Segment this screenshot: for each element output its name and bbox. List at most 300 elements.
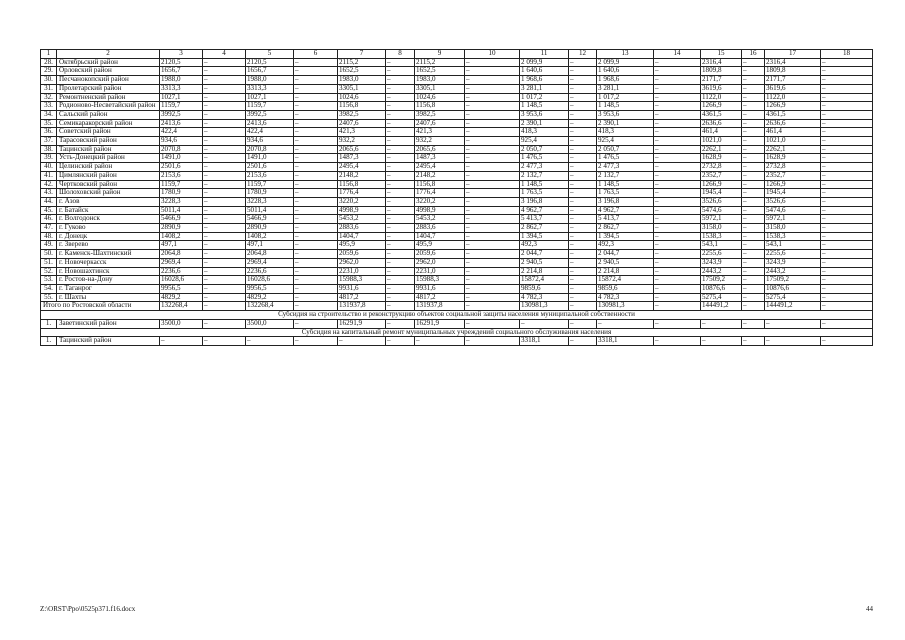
amount-cell: – xyxy=(569,84,597,93)
amount-cell: – xyxy=(386,154,415,163)
amount-cell: – xyxy=(569,171,597,180)
amount-cell: 2262,1 xyxy=(701,145,742,154)
amount-cell: – xyxy=(821,232,873,241)
district-name: Тацинский район xyxy=(57,145,160,154)
amount-cell: 492,3 xyxy=(597,241,654,250)
amount-cell: – xyxy=(569,267,597,276)
amount-cell: – xyxy=(569,119,597,128)
amount-cell: – xyxy=(465,267,520,276)
amount-cell: 2236,6 xyxy=(246,267,294,276)
amount-cell: 1159,7 xyxy=(246,180,294,189)
amount-cell: – xyxy=(465,250,520,259)
amount-cell: 3318,1 xyxy=(520,337,569,346)
amount-cell: – xyxy=(386,267,415,276)
row-number: 1. xyxy=(41,319,57,328)
total-amount-cell: 132268,4 xyxy=(246,302,294,311)
amount-cell: – xyxy=(203,267,246,276)
column-number: 6 xyxy=(294,50,338,59)
total-amount-cell: – xyxy=(203,302,246,311)
amount-cell: – xyxy=(203,102,246,111)
table-row xyxy=(41,206,873,215)
amount-cell: – xyxy=(569,76,597,85)
amount-cell: – xyxy=(821,284,873,293)
amount-cell: 3992,5 xyxy=(160,110,203,119)
amount-cell: – xyxy=(821,93,873,102)
amount-cell: – xyxy=(203,189,246,198)
row-number: 47. xyxy=(41,224,57,233)
section-title-construction: Субсидия на строительство и реконструкцию объектов социальной защиты населения муниципальной собственности xyxy=(41,311,873,320)
amount-cell: – xyxy=(465,319,520,328)
amount-cell: 3 953,6 xyxy=(520,110,569,119)
amount-cell: 3158,0 xyxy=(701,224,742,233)
amount-cell: – xyxy=(465,154,520,163)
amount-cell: – xyxy=(569,206,597,215)
amount-cell: 3526,6 xyxy=(701,197,742,206)
amount-cell: – xyxy=(742,241,765,250)
amount-cell: 2120,5 xyxy=(160,58,203,67)
amount-cell: 2 214,8 xyxy=(597,267,654,276)
table-row xyxy=(41,189,873,198)
amount-cell: 3318,1 xyxy=(597,337,654,346)
district-name: Родионово-Несветайский район xyxy=(57,102,160,111)
amount-cell: – xyxy=(203,137,246,146)
amount-cell: 1 640,6 xyxy=(520,67,569,76)
amount-cell: – xyxy=(654,154,701,163)
amount-cell: – xyxy=(821,171,873,180)
amount-cell: – xyxy=(569,197,597,206)
amount-cell: 2890,9 xyxy=(246,224,294,233)
amount-cell: – xyxy=(203,110,246,119)
amount-cell: 461,4 xyxy=(701,128,742,137)
amount-cell: 9931,6 xyxy=(338,284,386,293)
amount-cell: – xyxy=(203,206,246,215)
amount-cell: 1809,8 xyxy=(701,67,742,76)
amount-cell: – xyxy=(465,232,520,241)
table-row xyxy=(41,102,873,111)
table-row xyxy=(41,293,873,302)
amount-cell: – xyxy=(294,102,338,111)
table-row xyxy=(41,154,873,163)
column-number: 16 xyxy=(742,50,765,59)
amount-cell: – xyxy=(742,76,765,85)
district-name: Семикаракорский район xyxy=(57,119,160,128)
amount-cell: 1024,6 xyxy=(338,93,386,102)
amount-cell: – xyxy=(742,163,765,172)
amount-cell: – xyxy=(294,337,338,346)
amount-cell: – xyxy=(821,267,873,276)
amount-cell: – xyxy=(821,337,873,346)
amount-cell: 2883,6 xyxy=(415,224,465,233)
amount-cell: – xyxy=(465,58,520,67)
amount-cell: 5453,2 xyxy=(338,215,386,224)
amount-cell: 2 214,8 xyxy=(520,267,569,276)
amount-cell: 2153,6 xyxy=(246,171,294,180)
amount-cell: 497,1 xyxy=(160,241,203,250)
amount-cell: 3500,0 xyxy=(160,319,203,328)
amount-cell: 2316,4 xyxy=(701,58,742,67)
row-number: 40. xyxy=(41,163,57,172)
amount-cell: 3243,9 xyxy=(765,258,821,267)
amount-cell: 4817,2 xyxy=(415,293,465,302)
amount-cell: – xyxy=(654,267,701,276)
row-number: 42. xyxy=(41,180,57,189)
amount-cell: 2 390,1 xyxy=(597,119,654,128)
amount-cell: – xyxy=(386,241,415,250)
amount-cell: 492,3 xyxy=(520,241,569,250)
amount-cell: 3619,6 xyxy=(701,84,742,93)
amount-cell: 5011,4 xyxy=(246,206,294,215)
amount-cell: 1538,3 xyxy=(765,232,821,241)
amount-cell: – xyxy=(821,163,873,172)
amount-cell: 4361,5 xyxy=(765,110,821,119)
amount-cell: 1988,0 xyxy=(246,76,294,85)
amount-cell: – xyxy=(203,215,246,224)
amount-cell: – xyxy=(386,102,415,111)
amount-cell: – xyxy=(569,58,597,67)
amount-cell: 15988,3 xyxy=(415,276,465,285)
amount-cell: 9956,5 xyxy=(246,284,294,293)
amount-cell: – xyxy=(821,319,873,328)
amount-cell: 3305,1 xyxy=(415,84,465,93)
amount-cell: – xyxy=(742,337,765,346)
table-row xyxy=(41,67,873,76)
amount-cell: – xyxy=(386,250,415,259)
amount-cell: 934,6 xyxy=(246,137,294,146)
amount-cell: 1 476,5 xyxy=(520,154,569,163)
amount-cell: – xyxy=(465,180,520,189)
amount-cell: – xyxy=(569,319,597,328)
amount-cell: – xyxy=(203,258,246,267)
amount-cell: – xyxy=(294,241,338,250)
amount-cell: – xyxy=(742,276,765,285)
amount-cell: – xyxy=(203,284,246,293)
amount-cell: – xyxy=(386,197,415,206)
amount-cell: – xyxy=(742,93,765,102)
amount-cell: 2969,4 xyxy=(160,258,203,267)
amount-cell: 16291,9 xyxy=(338,319,386,328)
amount-cell: 497,1 xyxy=(246,241,294,250)
table-row xyxy=(41,276,873,285)
amount-cell: – xyxy=(654,110,701,119)
amount-cell: 3220,2 xyxy=(338,197,386,206)
amount-cell: – xyxy=(294,319,338,328)
amount-cell: 17509,2 xyxy=(765,276,821,285)
amount-cell: – xyxy=(294,58,338,67)
table-row xyxy=(41,250,873,259)
amount-cell: – xyxy=(203,180,246,189)
amount-cell: – xyxy=(821,128,873,137)
column-number: 8 xyxy=(386,50,415,59)
amount-cell: – xyxy=(821,76,873,85)
amount-cell: 5466,9 xyxy=(246,215,294,224)
amount-cell: – xyxy=(742,137,765,146)
amount-cell: – xyxy=(742,58,765,67)
amount-cell: 2148,2 xyxy=(338,171,386,180)
amount-cell: – xyxy=(821,67,873,76)
row-number: 30. xyxy=(41,76,57,85)
amount-cell: 1408,2 xyxy=(246,232,294,241)
amount-cell: 2501,6 xyxy=(246,163,294,172)
amount-cell: – xyxy=(203,76,246,85)
amount-cell: 1027,1 xyxy=(246,93,294,102)
amount-cell: 1780,9 xyxy=(246,189,294,198)
amount-cell: 1 017,2 xyxy=(597,93,654,102)
amount-cell: 2 390,1 xyxy=(520,119,569,128)
amount-cell: – xyxy=(569,293,597,302)
amount-cell: – xyxy=(654,58,701,67)
total-amount-cell: 131937,8 xyxy=(415,302,465,311)
row-number: 29. xyxy=(41,67,57,76)
amount-cell: – xyxy=(386,110,415,119)
amount-cell: – xyxy=(465,258,520,267)
row-number: 51. xyxy=(41,258,57,267)
amount-cell: 1159,7 xyxy=(160,102,203,111)
amount-cell: 15872,4 xyxy=(520,276,569,285)
amount-cell: 3313,3 xyxy=(246,84,294,93)
amount-cell: – xyxy=(386,206,415,215)
amount-cell: – xyxy=(246,337,294,346)
amount-cell: – xyxy=(203,58,246,67)
table-row xyxy=(41,128,873,137)
district-name: Заветинский район xyxy=(57,319,160,328)
row-number: 46. xyxy=(41,215,57,224)
amount-cell: – xyxy=(654,67,701,76)
amount-cell: 1156,8 xyxy=(338,180,386,189)
amount-cell: 3158,0 xyxy=(765,224,821,233)
amount-cell: 5275,4 xyxy=(701,293,742,302)
amount-cell: – xyxy=(465,215,520,224)
amount-cell: – xyxy=(654,128,701,137)
table-row xyxy=(41,137,873,146)
amount-cell: – xyxy=(821,206,873,215)
amount-cell: – xyxy=(386,284,415,293)
amount-cell: 2059,6 xyxy=(338,250,386,259)
amount-cell: 3313,3 xyxy=(160,84,203,93)
amount-cell: 5972,1 xyxy=(765,215,821,224)
district-name: г. Шахты xyxy=(57,293,160,302)
row-number: 37. xyxy=(41,137,57,146)
amount-cell: 2 050,7 xyxy=(520,145,569,154)
amount-cell: 5474,6 xyxy=(765,206,821,215)
amount-cell: 3228,3 xyxy=(246,197,294,206)
amount-cell: 422,4 xyxy=(160,128,203,137)
amount-cell: – xyxy=(386,293,415,302)
amount-cell: – xyxy=(465,171,520,180)
amount-cell: – xyxy=(294,189,338,198)
district-name: г. Каменск-Шахтинский xyxy=(57,250,160,259)
amount-cell: – xyxy=(654,232,701,241)
amount-cell: – xyxy=(821,58,873,67)
total-amount-cell: – xyxy=(294,302,338,311)
amount-cell: – xyxy=(742,215,765,224)
amount-cell: 1776,4 xyxy=(338,189,386,198)
row-number: 52. xyxy=(41,267,57,276)
amount-cell: 3243,9 xyxy=(701,258,742,267)
amount-cell: – xyxy=(294,215,338,224)
total-amount-cell: – xyxy=(742,302,765,311)
amount-cell: 1156,8 xyxy=(415,180,465,189)
column-number: 12 xyxy=(569,50,597,59)
amount-cell: – xyxy=(569,215,597,224)
total-amount-cell: – xyxy=(654,302,701,311)
amount-cell: – xyxy=(465,206,520,215)
amount-cell: 495,9 xyxy=(338,241,386,250)
amount-cell: – xyxy=(386,58,415,67)
amount-cell: – xyxy=(654,102,701,111)
district-name: Песчанокопский район xyxy=(57,76,160,85)
amount-cell: – xyxy=(701,319,742,328)
amount-cell: 2 050,7 xyxy=(597,145,654,154)
amount-cell: – xyxy=(465,76,520,85)
amount-cell: – xyxy=(742,180,765,189)
amount-cell: 1024,6 xyxy=(415,93,465,102)
amount-cell: – xyxy=(386,258,415,267)
amount-cell: 1628,9 xyxy=(701,154,742,163)
amount-cell: – xyxy=(569,154,597,163)
amount-cell: 2407,6 xyxy=(338,119,386,128)
amount-cell: – xyxy=(386,276,415,285)
table-row xyxy=(41,76,873,85)
amount-cell: – xyxy=(654,250,701,259)
column-number: 4 xyxy=(203,50,246,59)
amount-cell: 9931,6 xyxy=(415,284,465,293)
amount-cell: 2732,8 xyxy=(765,163,821,172)
section-header-row xyxy=(41,328,873,337)
amount-cell: – xyxy=(386,93,415,102)
district-name: Орловский район xyxy=(57,67,160,76)
amount-cell: 4 782,3 xyxy=(597,293,654,302)
amount-cell: 1159,7 xyxy=(246,102,294,111)
amount-cell: 1 968,6 xyxy=(520,76,569,85)
amount-cell: – xyxy=(294,76,338,85)
amount-cell: – xyxy=(654,137,701,146)
amount-cell: – xyxy=(294,93,338,102)
amount-cell: – xyxy=(765,337,821,346)
amount-cell: 2070,8 xyxy=(246,145,294,154)
total-amount-cell: 130981,3 xyxy=(520,302,569,311)
amount-cell: – xyxy=(569,137,597,146)
amount-cell: – xyxy=(465,110,520,119)
amount-cell: – xyxy=(654,189,701,198)
amount-cell: 1652,5 xyxy=(338,67,386,76)
amount-cell: 422,4 xyxy=(246,128,294,137)
amount-cell: – xyxy=(821,154,873,163)
amount-cell: – xyxy=(465,293,520,302)
amount-cell: – xyxy=(654,319,701,328)
amount-cell: – xyxy=(742,84,765,93)
amount-cell: 2064,8 xyxy=(246,250,294,259)
amount-cell: 2 099,9 xyxy=(597,58,654,67)
column-number: 1 xyxy=(41,50,57,59)
amount-cell: 2443,2 xyxy=(765,267,821,276)
amount-cell: – xyxy=(160,337,203,346)
column-number: 17 xyxy=(765,50,821,59)
amount-cell: 2171,7 xyxy=(701,76,742,85)
amount-cell: 1 763,5 xyxy=(520,189,569,198)
amount-cell: 2115,2 xyxy=(415,58,465,67)
amount-cell: 2495,4 xyxy=(338,163,386,172)
amount-cell: – xyxy=(569,276,597,285)
amount-cell: 9859,6 xyxy=(520,284,569,293)
amount-cell: – xyxy=(821,145,873,154)
amount-cell: 2 044,7 xyxy=(520,250,569,259)
row-number: 43. xyxy=(41,189,57,198)
amount-cell: 3 281,1 xyxy=(520,84,569,93)
amount-cell: – xyxy=(294,232,338,241)
total-label: Итого по Ростовской области xyxy=(41,302,160,311)
amount-cell: 2 132,7 xyxy=(520,171,569,180)
amount-cell: – xyxy=(742,232,765,241)
row-number: 38. xyxy=(41,145,57,154)
amount-cell: – xyxy=(386,128,415,137)
district-name: Цимлянский район xyxy=(57,171,160,180)
amount-cell: – xyxy=(569,232,597,241)
row-number: 55. xyxy=(41,293,57,302)
amount-cell: 15872,4 xyxy=(597,276,654,285)
district-name: г. Батайск xyxy=(57,206,160,215)
table-row xyxy=(41,215,873,224)
amount-cell: 1983,0 xyxy=(415,76,465,85)
district-name: Пролетарский район xyxy=(57,84,160,93)
amount-cell: – xyxy=(742,224,765,233)
amount-cell: – xyxy=(203,232,246,241)
amount-cell: 2255,6 xyxy=(765,250,821,259)
amount-cell: – xyxy=(294,137,338,146)
amount-cell: – xyxy=(294,197,338,206)
amount-cell: 2148,2 xyxy=(415,171,465,180)
amount-cell: – xyxy=(386,171,415,180)
amount-cell: 461,4 xyxy=(765,128,821,137)
amount-cell: 1021,0 xyxy=(765,137,821,146)
amount-cell: 418,3 xyxy=(597,128,654,137)
amount-cell: – xyxy=(569,102,597,111)
amount-cell: 5 413,7 xyxy=(597,215,654,224)
total-row xyxy=(41,302,873,311)
district-name: Октябрьский район xyxy=(57,58,160,67)
amount-cell: 15988,3 xyxy=(338,276,386,285)
amount-cell: – xyxy=(821,276,873,285)
amount-cell: 2231,0 xyxy=(338,267,386,276)
row-number: 1. xyxy=(41,337,57,346)
amount-cell: – xyxy=(386,67,415,76)
amount-cell: 421,3 xyxy=(338,128,386,137)
amount-cell: 1628,9 xyxy=(765,154,821,163)
amount-cell: – xyxy=(654,241,701,250)
amount-cell: – xyxy=(203,224,246,233)
amount-cell: – xyxy=(742,102,765,111)
amount-cell: 1656,7 xyxy=(246,67,294,76)
amount-cell: – xyxy=(821,224,873,233)
amount-cell: 5 413,7 xyxy=(520,215,569,224)
table-row xyxy=(41,93,873,102)
amount-cell: – xyxy=(294,284,338,293)
amount-cell: – xyxy=(821,102,873,111)
amount-cell: – xyxy=(821,258,873,267)
amount-cell: – xyxy=(569,145,597,154)
total-amount-cell: – xyxy=(386,302,415,311)
total-amount-cell: 144491,2 xyxy=(701,302,742,311)
amount-cell: 4998,9 xyxy=(338,206,386,215)
row-number: 28. xyxy=(41,58,57,67)
table-row xyxy=(41,197,873,206)
amount-cell: 925,4 xyxy=(597,137,654,146)
amount-cell: 421,3 xyxy=(415,128,465,137)
amount-cell: 1 763,5 xyxy=(597,189,654,198)
amount-cell: – xyxy=(294,258,338,267)
amount-cell: 2636,6 xyxy=(765,119,821,128)
amount-cell: 2065,6 xyxy=(415,145,465,154)
amount-cell: 3228,3 xyxy=(160,197,203,206)
